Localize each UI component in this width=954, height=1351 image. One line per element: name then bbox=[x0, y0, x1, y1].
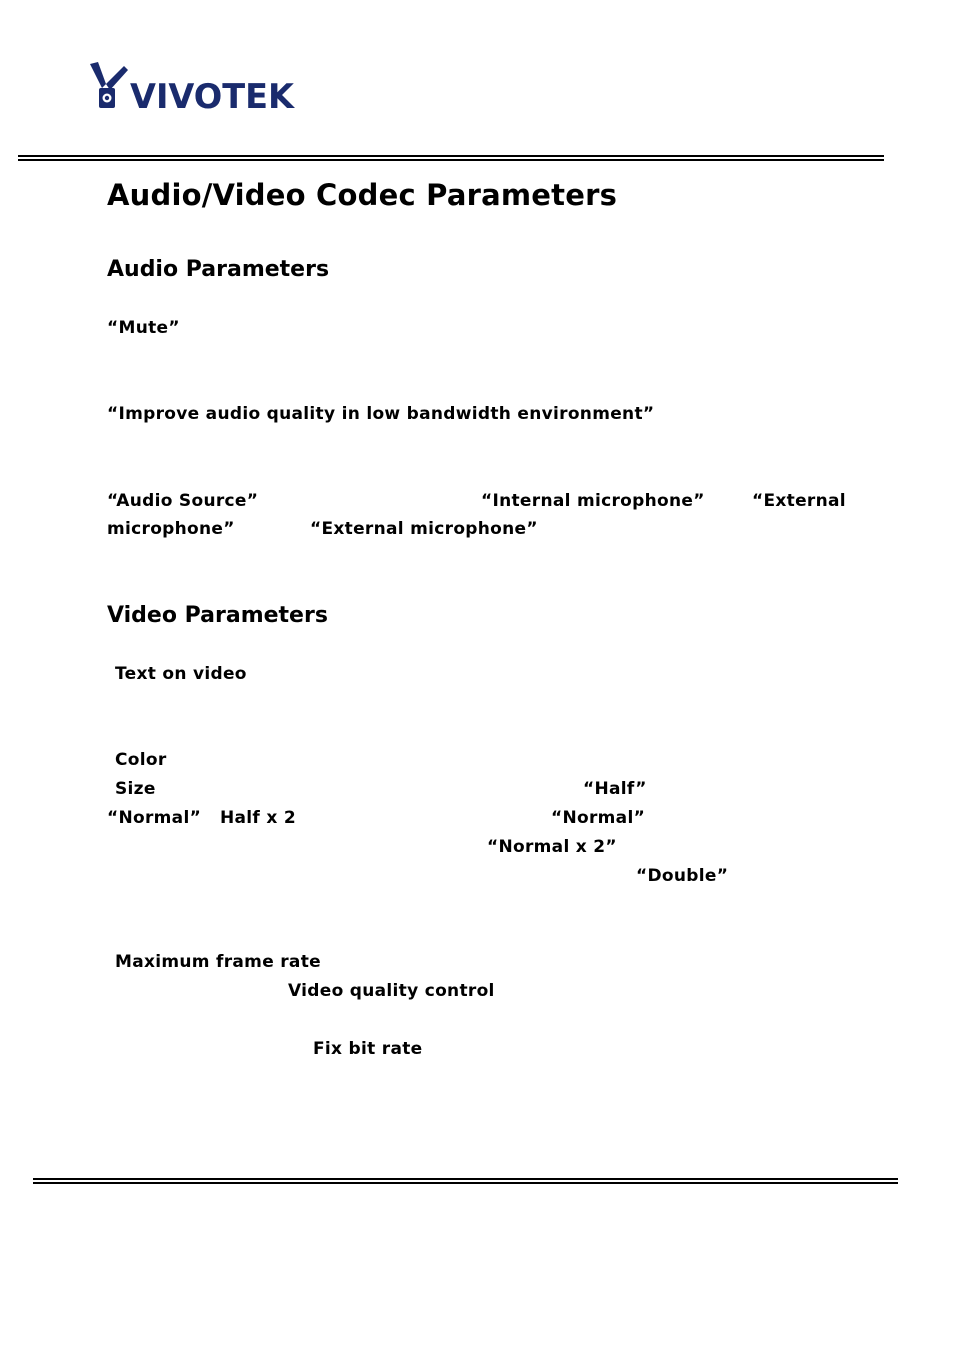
normal-label-1: “Normal” bbox=[107, 808, 202, 828]
footer-rule-top bbox=[33, 1178, 898, 1180]
normal-x2-label: “Normal x 2” bbox=[487, 837, 617, 857]
double-label: “Double” bbox=[636, 866, 729, 886]
internal-microphone-label: “Internal microphone” bbox=[481, 491, 705, 511]
page-title: Audio/Video Codec Parameters bbox=[107, 178, 618, 212]
external-microphone-label-a: “External bbox=[752, 491, 846, 511]
audio-source-label: “Audio Source” bbox=[107, 491, 259, 511]
max-frame-rate-label: Maximum frame rate bbox=[115, 952, 321, 972]
video-parameters-heading: Video Parameters bbox=[107, 603, 328, 628]
normal-label-2: “Normal” bbox=[551, 808, 646, 828]
fix-bit-rate-label: Fix bit rate bbox=[313, 1039, 423, 1059]
video-quality-control-label: Video quality control bbox=[288, 981, 495, 1001]
external-microphone-label-b: microphone” bbox=[107, 519, 235, 539]
logo-text: VIVOTEK bbox=[130, 77, 296, 112]
text-on-video-label: Text on video bbox=[115, 664, 247, 684]
half-label: “Half” bbox=[583, 779, 647, 799]
header-rule-bottom bbox=[18, 159, 884, 161]
external-microphone-label-2: “External microphone” bbox=[310, 519, 538, 539]
half-x2-label: Half x 2 bbox=[220, 808, 296, 828]
audio-parameters-heading: Audio Parameters bbox=[107, 257, 330, 282]
footer-rule-bottom bbox=[33, 1182, 898, 1184]
vivotek-logo bbox=[88, 62, 298, 112]
size-label: Size bbox=[115, 779, 156, 799]
color-label: Color bbox=[115, 750, 167, 770]
camera-mark-icon bbox=[90, 62, 128, 108]
header-rule-top bbox=[18, 155, 884, 157]
improve-audio-label: “Improve audio quality in low bandwidth environment” bbox=[107, 404, 655, 424]
mute-label: “Mute” bbox=[107, 318, 180, 338]
